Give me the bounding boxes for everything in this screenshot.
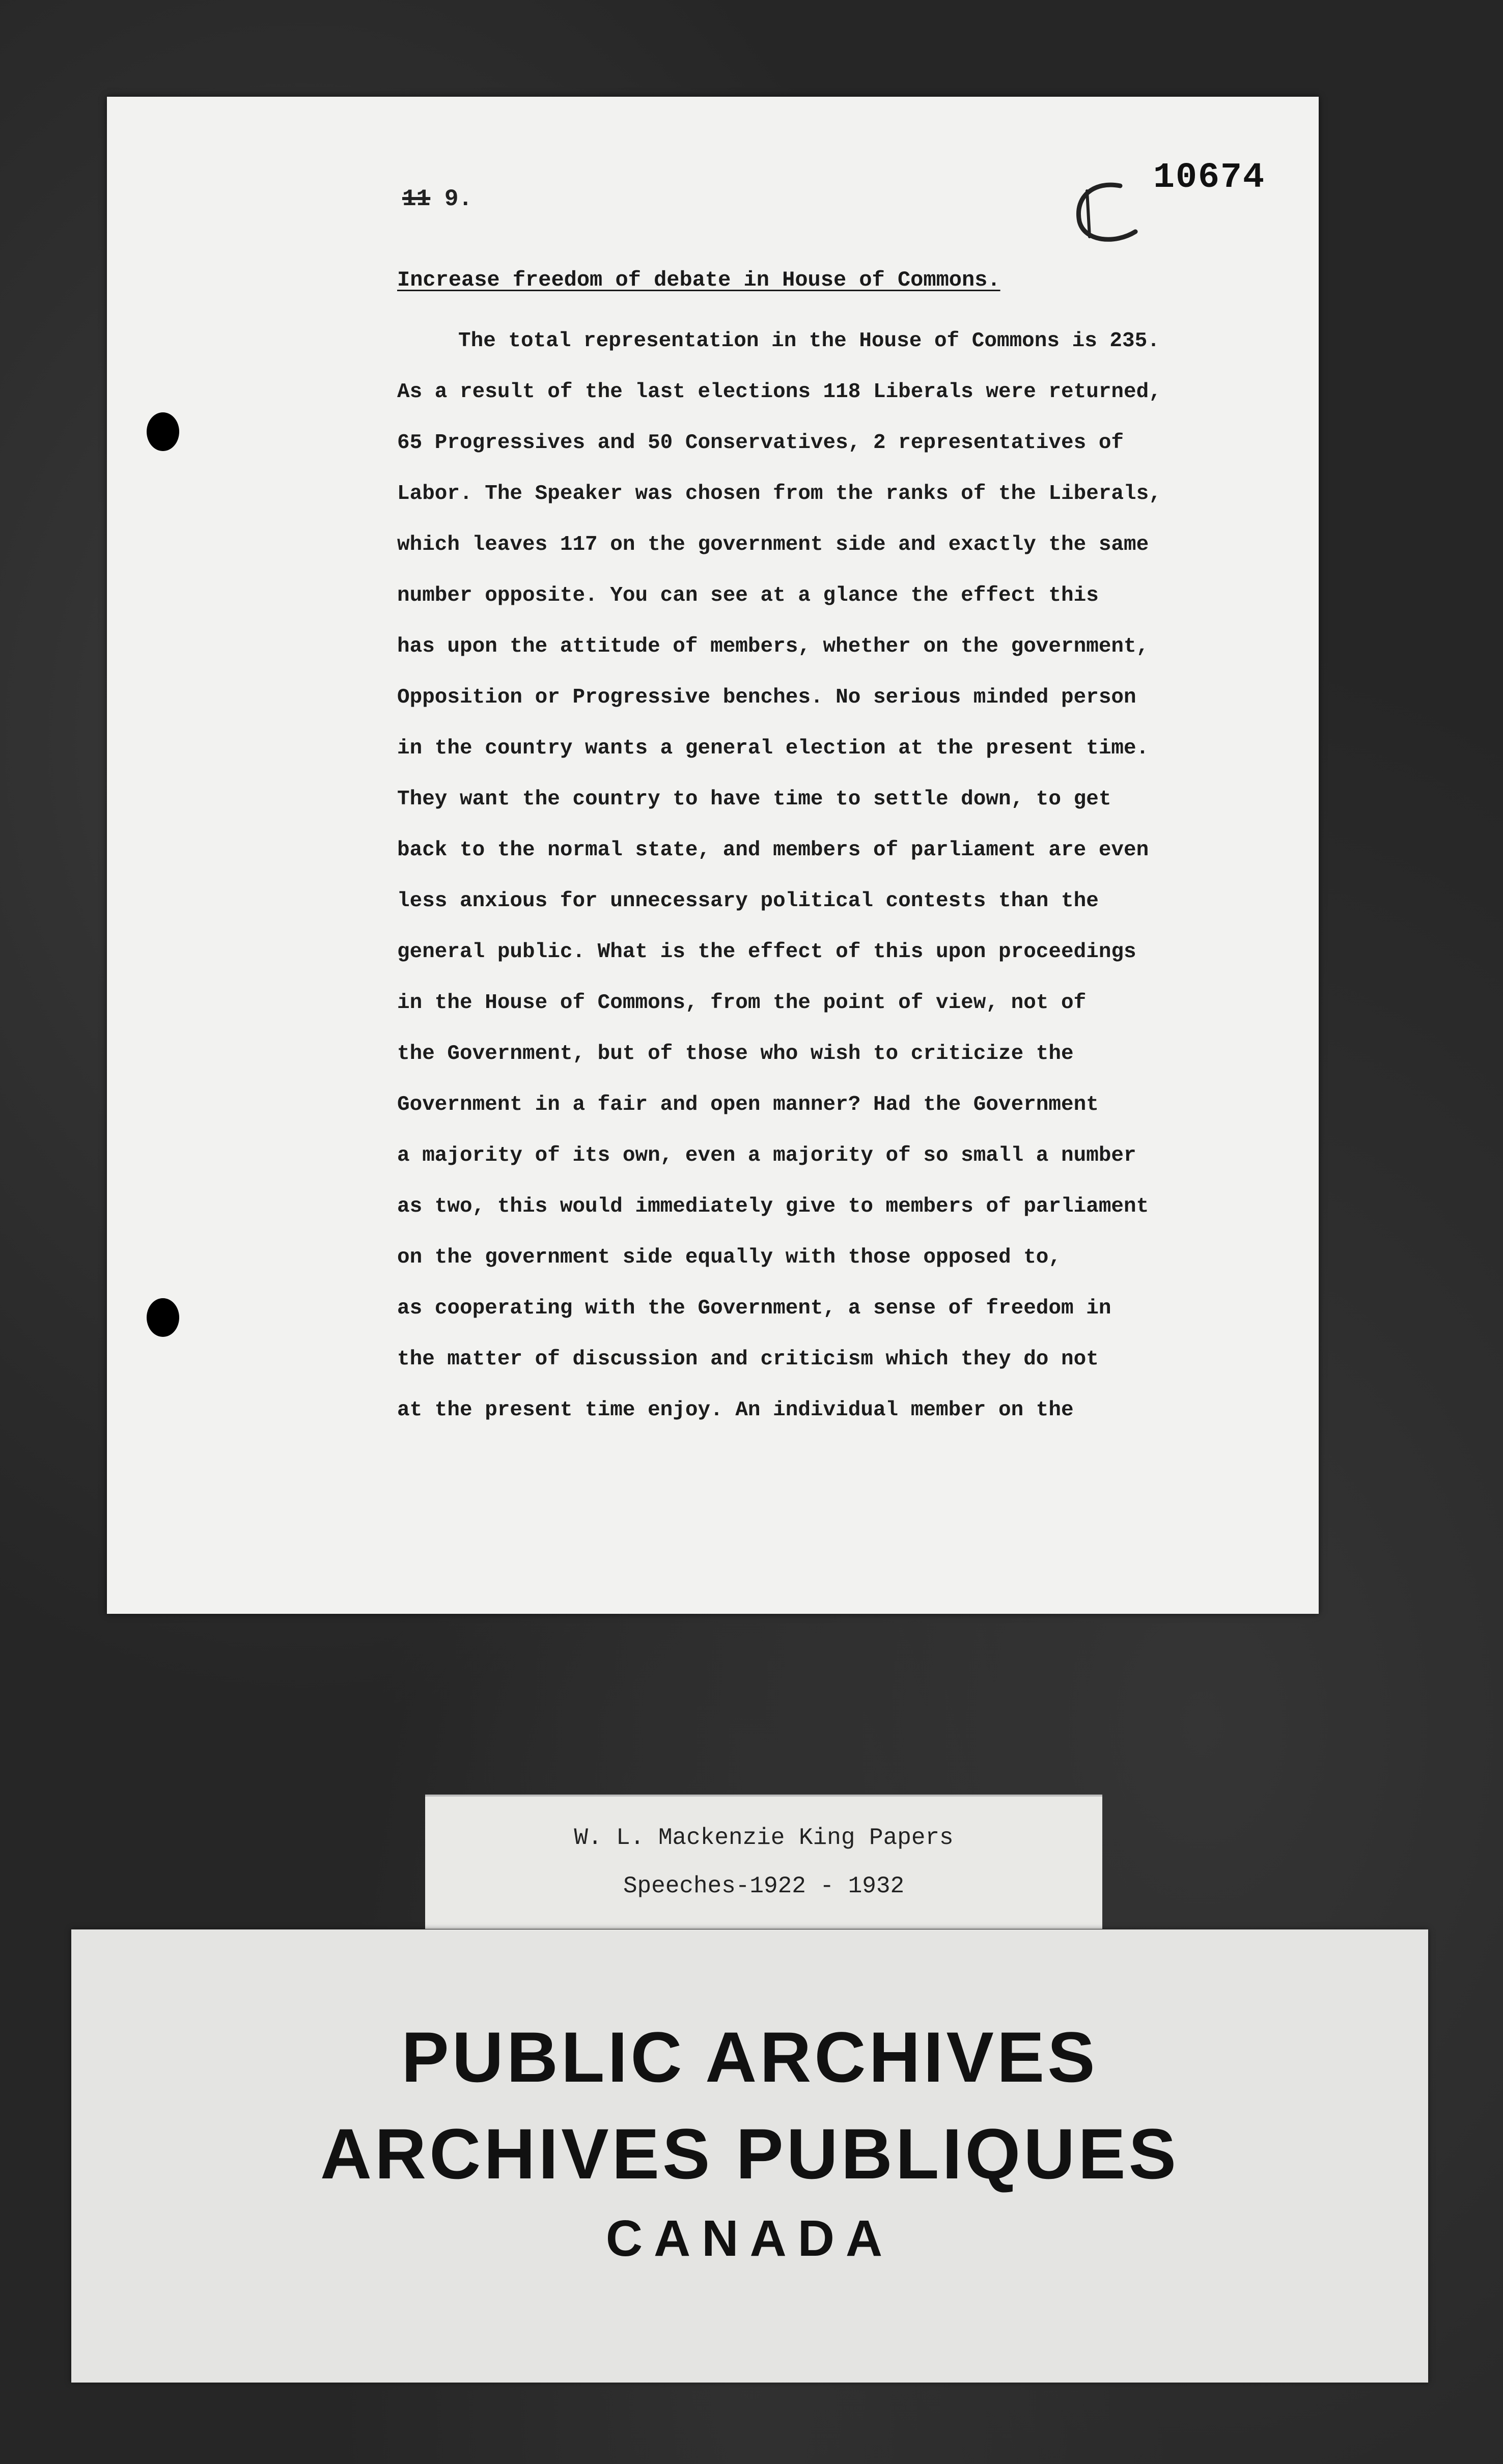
collection-title: W. L. Mackenzie King Papers <box>574 1825 954 1851</box>
body-line: number opposite. You can see at a glance the effect this <box>397 584 1099 607</box>
body-line: Opposition or Progressive benches. No serious minded person <box>397 686 1136 709</box>
body-line: on the government side equally with those opposed to, <box>397 1246 1062 1269</box>
collection-label <box>425 1795 1102 1929</box>
body-line: less anxious for unnecessary political contests than the <box>397 889 1099 913</box>
body-line: back to the normal state, and members of parliament are even <box>397 838 1149 862</box>
body-line: the Government, but of those who wish to criticize the <box>397 1042 1074 1066</box>
body-line: a majority of its own, even a majority of so small a number <box>397 1144 1136 1167</box>
punch-hole <box>147 1298 179 1337</box>
punch-hole <box>147 412 179 451</box>
page-number: 10674 <box>1153 158 1266 198</box>
document-body <box>397 316 1314 1436</box>
body-line: Labor. The Speaker was chosen from the ranks of the Liberals, <box>397 482 1161 506</box>
body-line: in the country wants a general election at the present time. <box>397 737 1149 760</box>
sheet-number <box>402 186 472 212</box>
body-line: The total representation in the House of Commons is 235. <box>458 329 1160 353</box>
collection-series: Speeches-1922 - 1932 <box>623 1873 905 1899</box>
sheet-number-value: 9. <box>444 186 473 212</box>
archives-title-english: PUBLIC ARCHIVES <box>401 2017 1098 2097</box>
body-line: Government in a fair and open manner? Had the Government <box>397 1093 1099 1116</box>
archives-country: CANADA <box>605 2210 894 2267</box>
body-line: as two, this would immediately give to members of parliament <box>397 1195 1149 1218</box>
body-line: as cooperating with the Government, a sense of freedom in <box>397 1297 1111 1320</box>
document-page <box>107 97 1319 1614</box>
body-line: at the present time enjoy. An individual member on the <box>397 1398 1074 1422</box>
body-line: general public. What is the effect of this upon proceedings <box>397 940 1136 964</box>
body-line: has upon the attitude of members, whether on the government, <box>397 635 1149 658</box>
body-line: which leaves 117 on the government side and exactly the same <box>397 533 1149 556</box>
document-heading: Increase freedom of debate in House of Commons. <box>397 268 1000 292</box>
body-line: in the House of Commons, from the point of view, not of <box>397 991 1087 1015</box>
body-line: As a result of the last elections 118 Liberals were returned, <box>397 380 1161 404</box>
handwritten-c-mark <box>1059 176 1156 252</box>
body-line: They want the country to have time to settle down, to get <box>397 788 1111 811</box>
struck-sheet-number: 11 <box>402 186 431 212</box>
archives-title-french: ARCHIVES PUBLIQUES <box>320 2114 1180 2194</box>
archives-card <box>71 1929 1428 2383</box>
body-line: 65 Progressives and 50 Conservatives, 2 representatives of <box>397 431 1124 455</box>
body-line: the matter of discussion and criticism which they do not <box>397 1348 1099 1371</box>
